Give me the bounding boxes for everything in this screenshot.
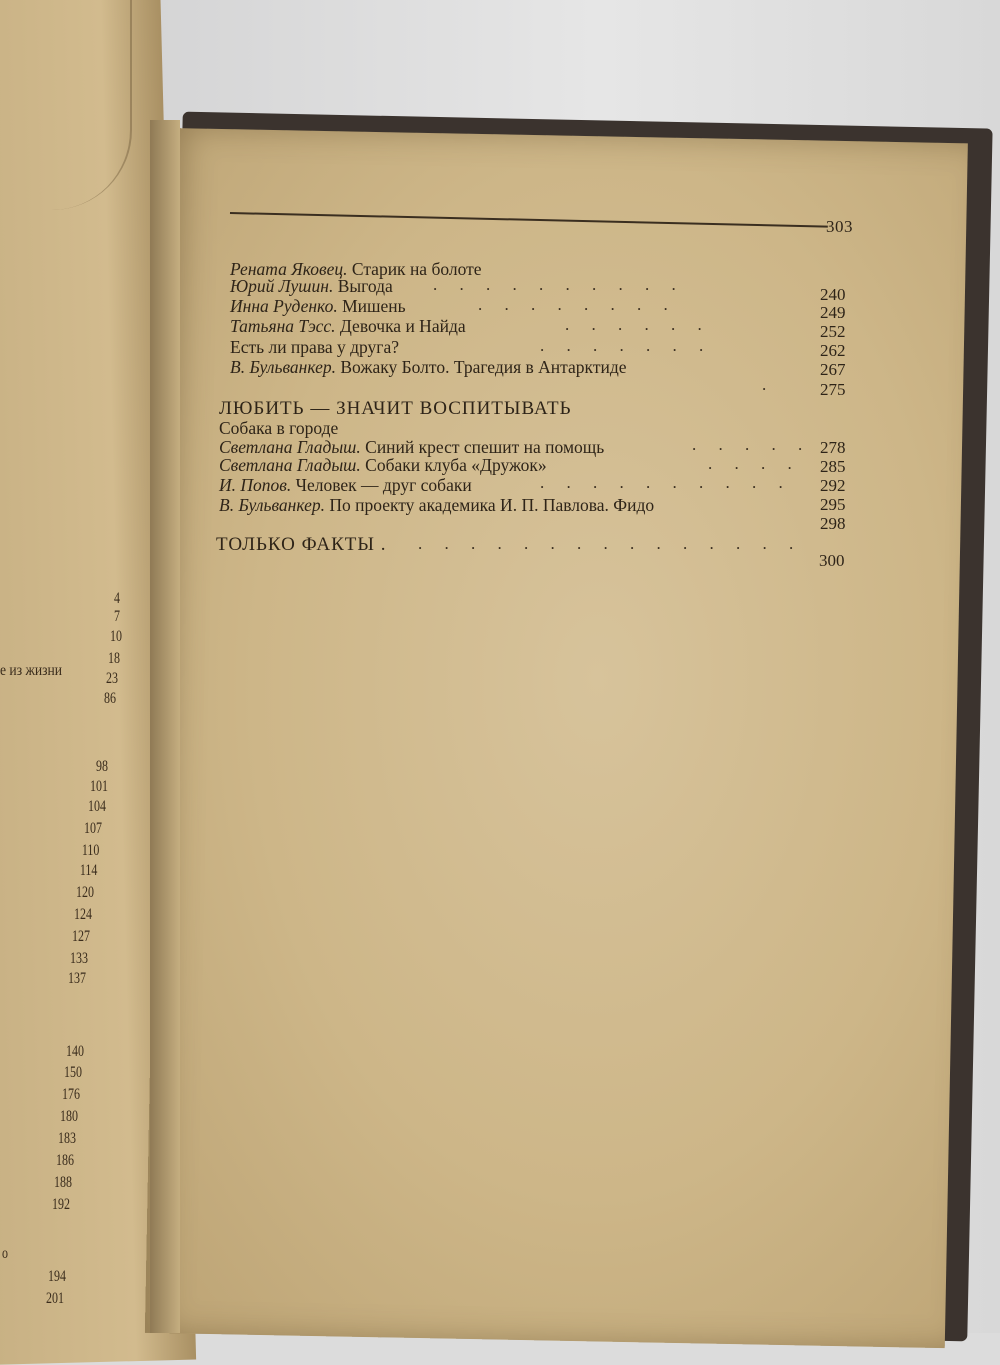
left-num: 133	[70, 950, 88, 967]
toc-entry: Светлана Гладыш. Собаки клуба «Дружок»	[219, 455, 547, 475]
section-heading: ТОЛЬКО ФАКТЫ .	[216, 534, 387, 555]
leader-dots: . . . . . . . . . .	[433, 275, 685, 294]
toc-page: 300	[819, 551, 845, 570]
left-num: 107	[84, 820, 102, 837]
left-num: 114	[79, 862, 98, 879]
left-num: 192	[52, 1196, 70, 1213]
left-num: 124	[74, 906, 92, 923]
toc-entry: Юрий Лушин. Выгода	[230, 276, 393, 296]
left-num: 23	[106, 670, 118, 687]
toc-entry: Собака в городе	[219, 418, 339, 438]
toc-page: 298	[820, 514, 846, 533]
left-num: о	[2, 1245, 8, 1262]
left-num: 180	[60, 1108, 78, 1125]
left-num: 188	[54, 1174, 72, 1191]
left-num: 18	[108, 650, 120, 667]
toc-entry: Рената Яковец. Старик на болоте	[230, 259, 482, 279]
left-page-fragment: е из жизни	[0, 662, 63, 679]
toc-entry: В. Бульванкер. Вожаку Болто. Трагедия в Антарктиде	[230, 357, 627, 377]
left-num: 4	[114, 590, 120, 607]
left-num: 10	[110, 628, 122, 645]
leader-dots: . . . . . . . .	[478, 295, 677, 314]
toc-page: 262	[820, 341, 846, 360]
toc-entry: И. Попов. Человек — друг собаки	[219, 475, 472, 495]
section-heading: ЛЮБИТЬ — ЗНАЧИТ ВОСПИТЫВАТЬ	[219, 398, 572, 419]
toc-page: 295	[820, 495, 846, 514]
toc-entry: Есть ли права у друга?	[230, 337, 400, 357]
leader-dots: . . . . . .	[565, 315, 711, 334]
toc-entry: Татьяна Тэсс. Девочка и Найда	[230, 316, 466, 336]
page-number: 303	[826, 217, 853, 236]
toc-page: 285	[820, 457, 846, 476]
left-num: 201	[46, 1290, 64, 1307]
leader-dots: .	[762, 375, 776, 394]
toc-page: 267	[820, 360, 846, 379]
toc-page: 252	[820, 322, 846, 341]
left-num: 101	[90, 778, 108, 795]
leader-dots: . . . . . . .	[540, 336, 713, 355]
left-num: 150	[64, 1064, 82, 1081]
left-num: 183	[58, 1130, 76, 1147]
left-num: 186	[56, 1152, 74, 1169]
leader-dots: . . . . . . . . . .	[540, 473, 792, 492]
toc-page: 240	[820, 285, 846, 304]
left-num: 7	[114, 608, 120, 625]
left-num: 194	[48, 1268, 66, 1285]
toc-page: 275	[820, 380, 846, 399]
toc-entry: В. Бульванкер. По проекту академика И. П. Павлова. Фидо	[219, 495, 655, 515]
left-num: 110	[81, 842, 100, 859]
toc-entry: Инна Руденко. Мишень	[230, 296, 406, 316]
left-num: 137	[68, 970, 86, 987]
leader-dots: . . . . . . . . . . . . . . .	[418, 534, 803, 553]
toc-page: 278	[820, 438, 846, 457]
left-num: 176	[62, 1086, 80, 1103]
left-num: 86	[104, 690, 116, 707]
left-num: 98	[96, 758, 108, 775]
left-num: 127	[72, 928, 90, 945]
toc-entry: Светлана Гладыш. Синий крест спешит на помощь	[219, 437, 605, 457]
left-num: 104	[88, 798, 106, 815]
header-rule	[230, 212, 828, 228]
left-num: 120	[76, 884, 94, 901]
toc-page: 249	[820, 303, 846, 322]
toc-page: 292	[820, 476, 846, 495]
left-num: 140	[66, 1043, 84, 1060]
leader-dots: . . . . .	[692, 435, 812, 454]
leader-dots: . . . .	[708, 454, 801, 473]
